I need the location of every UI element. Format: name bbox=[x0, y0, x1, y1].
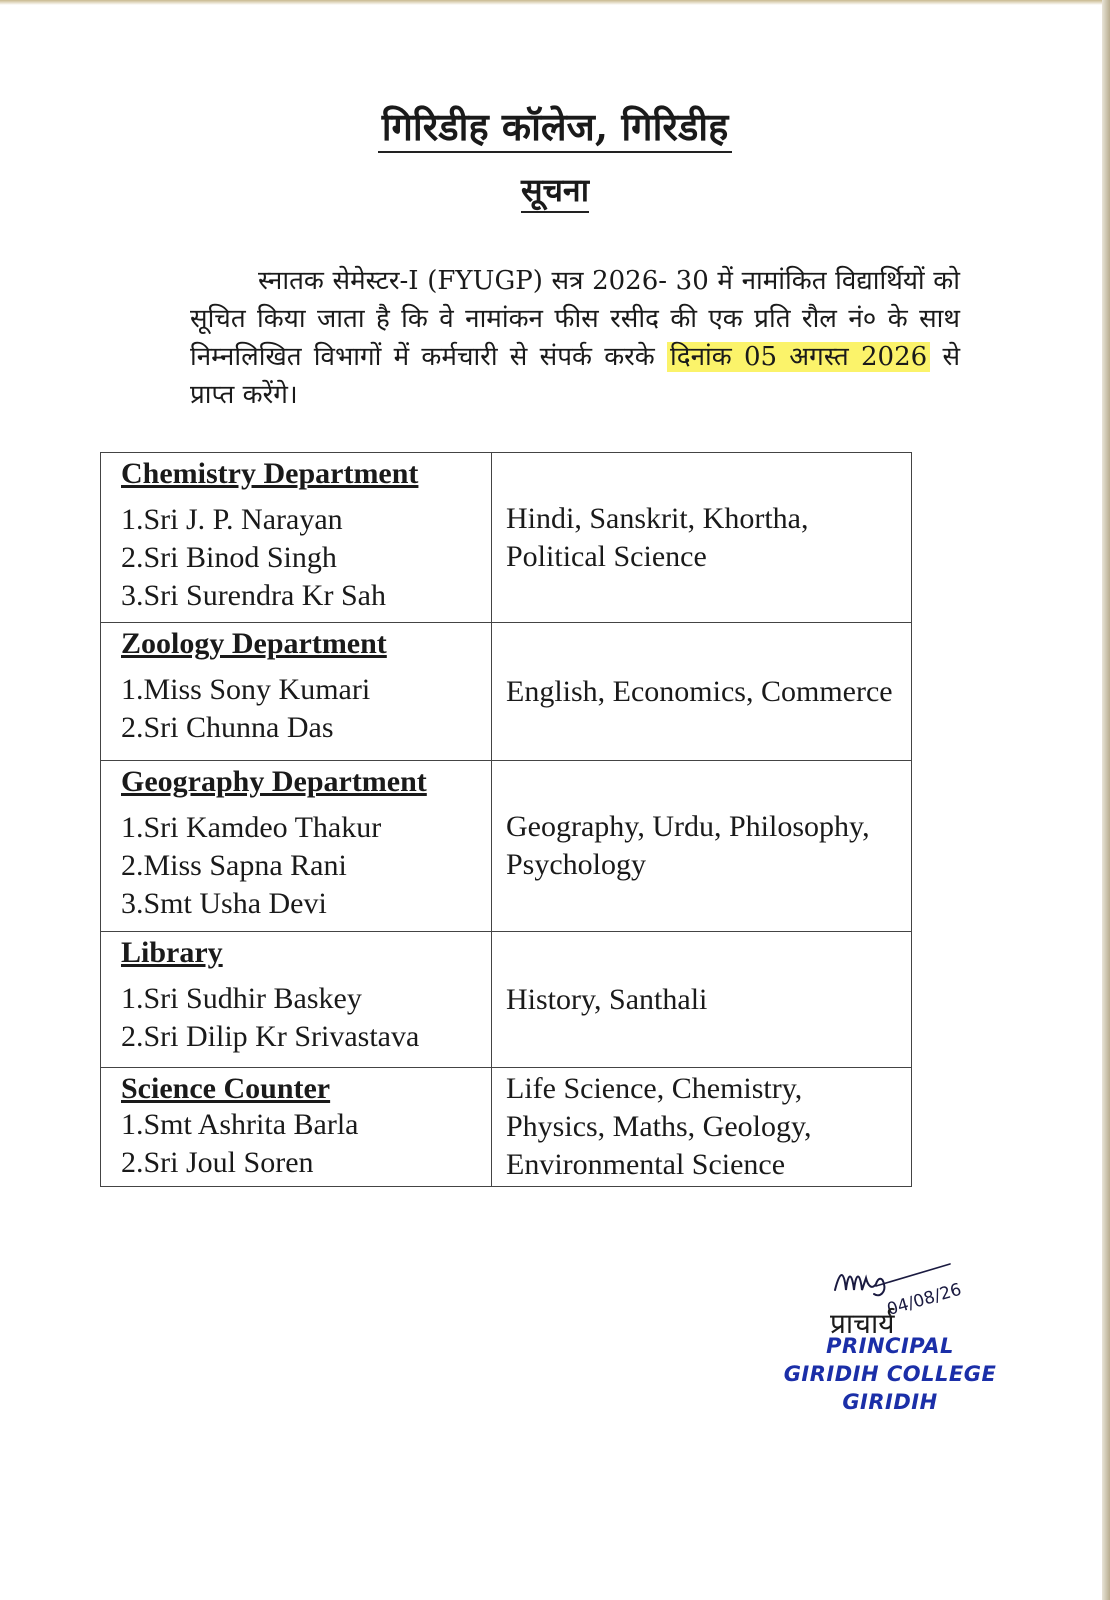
department-cell bbox=[101, 1068, 492, 1187]
subjects-cell bbox=[492, 453, 912, 623]
subjects-list: English, Economics, Commerce bbox=[506, 674, 893, 708]
department-staff-table bbox=[100, 452, 912, 1187]
staff-member: 3.Smt Usha Devi bbox=[121, 887, 327, 920]
stamp-line: PRINCIPAL bbox=[826, 1334, 954, 1358]
staff-member: 2.Sri Chunna Das bbox=[121, 711, 334, 744]
table-row bbox=[101, 761, 912, 932]
staff-member: 1.Miss Sony Kumari bbox=[121, 673, 371, 706]
subjects-cell bbox=[492, 761, 912, 932]
stamp-line: GIRIDIH COLLEGE bbox=[783, 1362, 997, 1386]
stamp-line: GIRIDIH bbox=[842, 1390, 938, 1414]
department-cell bbox=[101, 761, 492, 932]
notice-heading bbox=[0, 168, 1110, 211]
subjects-cell bbox=[492, 1068, 912, 1187]
department-name: Science Counter bbox=[121, 1072, 331, 1105]
department-cell bbox=[101, 453, 492, 623]
principal-stamp bbox=[760, 1332, 1020, 1416]
staff-member: 1.Smt Ashrita Barla bbox=[121, 1108, 359, 1141]
table-row bbox=[101, 453, 912, 623]
college-title bbox=[0, 100, 1110, 152]
subjects-list: Hindi, Sanskrit, Khortha, Political Science bbox=[506, 501, 809, 573]
department-name: Library bbox=[121, 936, 223, 969]
table-row bbox=[101, 932, 912, 1068]
subjects-cell bbox=[492, 623, 912, 761]
table-row bbox=[101, 1068, 912, 1187]
department-name: Geography Department bbox=[121, 765, 427, 798]
paper-top-edge bbox=[0, 0, 1110, 5]
staff-member: 2.Sri Dilip Kr Srivastava bbox=[121, 1020, 420, 1053]
staff-member: 2.Miss Sapna Rani bbox=[121, 849, 347, 882]
subjects-list: Life Science, Chemistry, Physics, Maths, Geology, Environmental Science bbox=[506, 1072, 812, 1181]
paper-right-edge bbox=[1102, 0, 1110, 1600]
subjects-list: Geography, Urdu, Philosophy, Psychology bbox=[506, 810, 870, 881]
college-name: गिरिडीह कॉलेज, गिरिडीह bbox=[378, 104, 733, 153]
signature-date: 04/08/26 bbox=[884, 1279, 964, 1320]
department-cell bbox=[101, 932, 492, 1068]
notice-heading-text: सूचना bbox=[521, 171, 589, 213]
designation-hindi: प्राचार्य bbox=[830, 1307, 895, 1340]
department-name: Chemistry Department bbox=[121, 457, 419, 490]
notice-body bbox=[190, 262, 960, 414]
notice-text-end: से प्राप्त करेंगे। bbox=[190, 342, 961, 410]
department-cell bbox=[101, 623, 492, 761]
department-name: Zoology Department bbox=[121, 627, 387, 660]
staff-member: 2.Sri Binod Singh bbox=[121, 541, 337, 574]
subjects-cell bbox=[492, 932, 912, 1068]
staff-member: 3.Sri Surendra Kr Sah bbox=[121, 579, 386, 612]
table-row bbox=[101, 623, 912, 761]
staff-member: 1.Sri Kamdeo Thakur bbox=[121, 811, 382, 844]
staff-member: 2.Sri Joul Soren bbox=[121, 1146, 314, 1179]
staff-member: 1.Sri Sudhir Baskey bbox=[121, 982, 362, 1015]
subjects-list: History, Santhali bbox=[506, 982, 708, 1016]
highlighted-date: दिनांक 05 अगस्त 2026 bbox=[667, 342, 930, 372]
notice-text: स्नातक सेमेस्टर-I (FYUGP) सत्र 2026- 30 में नामांकित विद्यार्थियों को सूचित किया जाता है कि वे नामांकन फीस रसीद की एक प्रति रौल नं० के साथ निम्नलिखित विभागों में कर्मचारी से संपर्क करके bbox=[190, 266, 960, 372]
staff-member: 1.Sri J. P. Narayan bbox=[121, 503, 343, 536]
